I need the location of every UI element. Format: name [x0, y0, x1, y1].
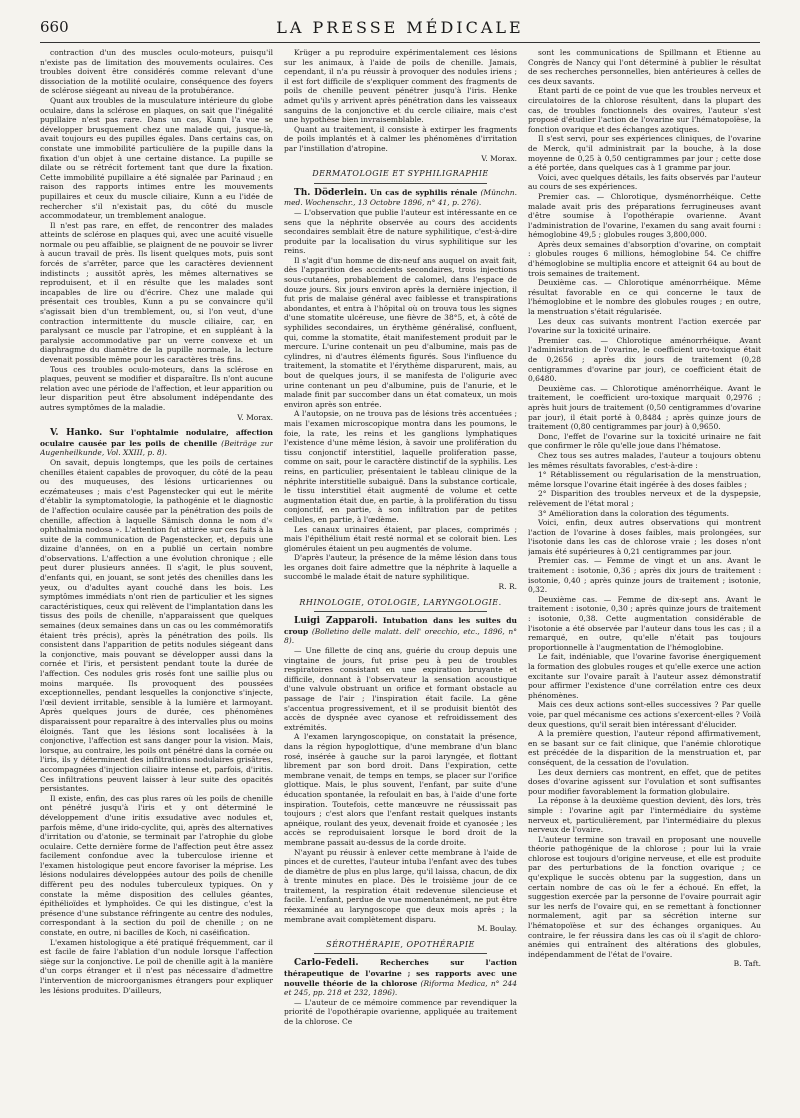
paragraph: Les deux derniers cas montrent, en effet, que de petites doses d'ovarine agissent sur l'ovulation et sont suffisantes pour modifier favorablement la formation globulaire. — [528, 767, 761, 796]
paragraph: A l'autopsie, on ne trouva pas de lésions très accentuées ; mais l'examen microscopique montra dans les poumons, le foie, la rate, les reins et les ganglions lymphatiques l'existence d'une même lésion, à savoir une prolifération du tissu conjonctif interstitiel, laquelle proliferation passe, comme on sait, pour le caractère distinctif de la syphilis. Les reins, en particulier, présentaient le tableau clinique de la néphrite interstitielle subaiguë. Dans la substance corticale, le tissu interstitiel était augmenté de volume et cette augmentation était due, en partie, à la prolifération du tissu conjonctif, en partie, à son infiltration par de petites cellules, en partie, à l'œdème. — [284, 409, 517, 524]
article-title: Intubation dans les suites du croup — [284, 616, 517, 636]
article-author: V. Hanko. — [50, 428, 103, 439]
paragraph: Donc, l'effet de l'ovarine sur la toxicité urinaire ne fait que confirmer le rôle qu'elle joue dans l'hématose. — [528, 431, 761, 451]
paragraph: Premier cas. — Chlorotique, dysménorrhéique. Cette malade avait pris des préparations ferrugineuses avant d'être soumise à l'opothérapie ovarienne. Avant l'administration de l'ovarine, l'examen du sang avait fourni : hémoglobine 49,5 ; globules rouges 3,800,000. — [528, 191, 761, 240]
paragraph: Mais ces deux actions sont-elles successives ? Par quelle voie, par quel mécanisme ces actions s'exercent-elles ? Voilà deux questions, qu'il serait bien intéressant d'élucider. — [528, 700, 761, 729]
article-title: Un cas de syphilis rénale — [370, 187, 478, 197]
article-heading — [284, 188, 517, 208]
paragraph: Chez tous ses autres malades, l'auteur a toujours obtenu les mêmes résultats favorables, c'est-à-dire : — [528, 450, 761, 470]
paragraph: L'examen histologique a été pratiqué fréquemment, car il est facile de faire l'ablation d'un nodule lorsque l'affection siège sur la conjonctive. Le poil de chenille agit à la manière d'un corps étranger et il n'est pas nécessaire d'admettre l'intervention de microorganismes étrangers pour expliquer les lésions produites. D'ailleurs, — [40, 937, 273, 995]
paragraph: Le fait, indéniable, que l'ovarine favorise énergiquement la formation des globules rouges et qu'elle exerce une action excitante sur l'ovaire paraît à l'auteur assez démonstratif pour affirmer l'existence d'une corrélation entre ces deux phénomènes. — [528, 652, 761, 700]
article-author: Carlo-Fedeli. — [294, 958, 359, 969]
page-number: 660 — [40, 18, 69, 36]
paragraph: A la première question, l'auteur répond affirmativement, en se basant sur ce fait clinique, que l'anémie chlorotique est précédée de la disparition de la menstruation et, par conséquent, de la cessation de l'ovulation. — [528, 729, 761, 767]
article-reference: (Münchn. med. Wochenschr., 13 Octobre 1896, n° 41, p. 276). — [284, 187, 517, 208]
paragraph: Il s'est servi, pour ses expériences cliniques, de l'ovarine de Merck, qu'il administrait par la bouche, à la dose moyenne de 0,25 à 0,50 centigrammes par jour ; cette dose a été portée, dans quelques cas à 1 gramme par jour. — [528, 134, 761, 173]
paragraph: Deuxième cas. — Chlorotique aménorrhéique. Même résultat favorable en ce qui concerne le taux de l'hémoglobine et le nombre des globules rouges ; en outre, la menstruation s'était régularisée. — [528, 278, 761, 317]
article-heading — [40, 428, 273, 458]
divider — [314, 611, 487, 612]
page-header — [40, 16, 760, 43]
article-title: Sur l'ophtalmie nodulaire, affection oculaire causée par les poils de chenille — [40, 428, 273, 448]
paragraph: N'ayant pu réussir à enlever cette membrane à l'aide de pinces et de curettes, l'auteur intuba l'enfant avec des tubes de diamètre de plus en plus large, qu'il laissa, chacun, de dix à trente minutes en place. Dès le troisième jour de ce traitement, la respiration était redevenue silencieuse et facile. L'enfant, perdue de vue momentanément, ne put être réexaminée au laryngoscope que deux mois après ; la membrane avait complètement disparu. — [284, 847, 517, 924]
paragraph: Les deux cas suivants montrent l'action exercée par l'ovarine sur la toxicité urinaire. — [528, 316, 761, 336]
section-heading: DERMATOLOGIE ET SYPHILIGRAPHIE — [312, 169, 489, 179]
column-1 — [40, 48, 273, 1112]
paragraph: A l'examen laryngoscopique, on constatait la présence, dans la région hypoglottique, d'une membrane d'un blanc rosé, insérée à gauche sur la paroi laryngée, et flottant librement par son bord droit. Dans l'expiration, cette membrane venait, de temps en temps, se placer sur l'orifice glottique. Mais, le plus souvent, l'enfant, par suite d'une éducation spontanée, la refoulait en bas, à l'aide d'une forte inspiration. Toutefois, cette manœuvre ne réussissait pas toujours ; c'est alors que l'enfant restait quelques instants apnéique, roulant des yeux, devenait froide et cyanosée ; les accès se reproduisaient lorsque le bord droit de la membrane passait au-dessus de la corde droite. — [284, 732, 517, 847]
article-reference: (Beiträge zur Augenheilkunde, Vol. XXIII, p. 8). — [40, 438, 273, 458]
column-2 — [284, 48, 517, 1112]
article-heading — [284, 958, 517, 997]
article-reference: (Riforma Medica, n° 244 et 245, pp. 218 et 232, 1896). — [284, 978, 517, 998]
paragraph: 1° Rétablissement ou régularisation de la menstruation, même lorsque l'ovarine était ingérée à des doses faibles ; — [528, 470, 761, 489]
paragraph: L'auteur termine son travail en proposant une nouvelle théorie pathogénique de la chlorose ; pour lui la vraie chlorose est toujours d'origine nerveuse, et elle est produite par des perturbations de la fonction ovarique ; ce qu'explique le succès obtenu par la suggestion, dans un certain nombre de cas où le fer a échoué. En effet, la suggestion exercée par la personne de l'ovaire pourrait agir sur les nerfs de l'ovaire qui, en se remettant à fonctionner normalement, agit par sa sécrétion interne sur l'hématopoïèse et sur des échanges organiques. Au contraire, le fer réussira dans les cas où il s'agit de chloro-anémies qui entraînent des altérations des globules, indépendamment de l'état de l'ovaire. — [528, 834, 761, 959]
paragraph: Il n'est pas rare, en effet, de rencontrer des malades atteints de sclérose en plaques qui, avec une acuité visuelle normale ou peu affaiblie, se plaignent de ne pouvoir se livrer à aucun travail de près. Ils lisent quelques mots, puis sont forcés de s'arrêter, parce que les caractères deviennent indistincts ; aussitôt après, les mêmes alternatives se reproduisent, et il en résulte que les malades sont incapables de lire ou d'écrire. Chez une malade qui présentait ces troubles, Kunn a pu se convaincre qu'il s'agissait bien d'un tremblement, ou, si l'on veut, d'une contraction intermittente du muscle ciliaire, car, en paralysant ce muscle par l'atropine, et en suppléant à la paralysie accommodative par un verre convexe et un diaphragme du diamètre de la pupille normale, la lecture devenait possible même pour les caractères très fins. — [40, 220, 273, 364]
paragraph: Il s'agit d'un homme de dix-neuf ans auquel on avait fait, dès l'apparition des accidents secondaires, trois injections sous-cutanées, probablement de calomel, dans l'espace de douze jours. Six jours environ après la dernière injection, il fut pris de malaise général avec faiblesse et transpirations abondantes, et entra à l'hôpital où on trouva tous les signes d'une stomatite ulcéreuse, une fièvre de 38°5, et, à côté de syphilides secondaires, un érythème généralisé, confluent, qui, comme la stomatite, était manifestement produit par le mercure. L'urine contenait un peu d'albumine, mais pas de cylindres, ni d'autres éléments figurés. Sous l'influence du traitement, la stomatite et l'érythème disparurent, mais, au bout de quelques jours, il se manifesta de l'oligurie avec urine contenant un peu d'albumine, puis de l'anurie, et le malade finit par succomber dans un état comateux, un mois environ après son entrée. — [284, 255, 517, 409]
paragraph: Premier cas. — Chlorotique aménorrhéique. Avant l'administration de l'ovarine, le coefficient uro-toxique était de 0,2656 ; après dix jours de traitement (0,28 centigrammes d'ovarine par jour), ce coefficient était de 0,6480. — [528, 335, 761, 384]
signature: V. Morax. — [237, 412, 273, 422]
column-3 — [528, 48, 761, 1112]
paragraph: contraction d'un des muscles oculo-moteurs, puisqu'il n'existe pas de limitation des mouvements oculaires. Ces troubles doivent être considérés comme relevant d'une dissociation de la motilité oculaire, conséquence des foyers de sclérose siégeant au niveau de la protubérance. — [40, 48, 273, 96]
paragraph: — L'observation que publie l'auteur est intéressante en ce sens que la néphrite observée au cours des accidents secondaires semblait être de nature syphilitique, c'est-à-dire produite par la localisation du virus syphilitique sur les reins. — [284, 207, 517, 256]
paragraph: La réponse à la deuxième question devient, dès lors, très simple : l'ovarine agit par l'intermédiaire du système nerveux et, particulièrement, par l'intermédiaire du plexus nerveux de l'ovaire. — [528, 796, 761, 835]
paragraph: Les canaux urinaires étaient, par places, comprimés ; mais l'épithélium était resté normal et se colorait bien. Les glomérules étaient un peu augmentés de volume. — [284, 524, 517, 553]
paragraph: D'après l'auteur, la présence de la même lésion dans tous les organes doit faire admettre que la néphrite à laquelle a succombé le malade était de nature syphilitique. — [284, 553, 517, 582]
paragraph: 2° Disparition des troubles nerveux et de la dyspepsie, relèvement de l'état moral ; — [528, 489, 761, 508]
article-title: Recherches sur l'action thérapeutique de l'ovarine ; ses rapports avec une nouvelle théorie de la chlorose — [284, 958, 517, 988]
article-author: Luigi Zapparoli. — [294, 616, 378, 627]
paragraph: Krüger a pu reproduire expérimentalement ces lésions sur les animaux, à l'aide de poils de chenille. Jamais, cependant, il n'a pu réussir à provoquer des nodules iriens ; il est fort difficile de s'expliquer comment des fragments de poils de chenille peuvent pénétrer jusqu'à l'iris. Henke admet qu'ils y arrivent après pénétration dans les vaisseaux sanguins de la conjonctive et du cercle ciliaire, mais c'est une hypothèse bien invraisemblable. — [284, 48, 517, 125]
paragraph: Deuxième cas. — Chlorotique aménorrhéique. Avant le traitement, le coefficient uro-toxique marquait 0,2976 ; après huit jours de traitement (0,50 centigrammes d'ovarine par jour), il était porté à 0,8484 ; après quinze jours de traitement (0,80 centigrammes par jour) à 0,9650. — [528, 383, 761, 432]
paragraph: sont les communications de Spillmann et Etienne au Congrès de Nancy qui l'ont déterminé à publier le résultat de ses recherches personnelles, bien antérieures à celles de ces deux savants. — [528, 48, 761, 86]
article-heading — [284, 616, 517, 646]
paragraph: Voici, enfin, deux autres observations qui montrent l'action de l'ovarine à doses faibles, mais prolongées, sur l'isotonie dans les cas de chlorose vraie ; les doses n'ont jamais été supérieures à 0,21 centigrammes par jour. — [528, 518, 761, 556]
divider — [314, 183, 487, 184]
paragraph: — L'auteur de ce mémoire commence par revendiquer la priorité de l'opothérapie ovarienne, appliquée au traitement de la chlorose. Ce — [284, 997, 517, 1026]
article-author: Th. Döderlein. — [294, 187, 367, 198]
section-heading: SÉROTHÉRAPIE, OPOTHÉRAPIE — [326, 939, 475, 949]
paragraph: Quant aux troubles de la musculature intérieure du globe oculaire, dans la sclérose en plaques, on sait que l'inégalité pupillaire n'est pas rare. Dans un cas, Kunn l'a vue se développer brusquement chez une malade qui, jusque-là, avait toujours eu des pupilles égales. Dans certains cas, on constate une immobilité particulière de la pupille dans la fixation d'un objet à une certaine distance. La pupille se dilate ou se rétrécit fortement tant que dure la fixation. Cette immobilité pupillaire a été signalée par Parinaud ; en raison des rapports intimes entre les mouvements pupillaires et ceux du muscle ciliaire, Kunn a eu l'idée de rechercher s'il n'existait pas, du côté du muscle accommodateur, un tremblement analogue. — [40, 95, 273, 221]
paragraph: Premier cas. — Femme de vingt et un ans. Avant le traitement : isotonie, 0,36 ; après dix jours de traitement : isotonie, 0,40 ; après quinze jours de traitement ; isotonie, 0,32. — [528, 556, 761, 595]
section-heading: RHINOLOGIE, OTOLOGIE, LARYNGOLOGIE. — [299, 597, 502, 607]
paragraph: Etant parti de ce point de vue que les troubles nerveux et circulatoires de la chlorose résultent, dans la plupart des cas, de troubles fonctionnels des ovaires, l'auteur s'est proposé d'étudier l'action de l'ovarine sur l'hématopoïèse, la fonction ovarique et des échanges azotiques. — [528, 86, 761, 134]
signature: V. Morax. — [481, 153, 517, 163]
paragraph: On savait, depuis longtemps, que les poils de certaines chenilles étaient capables de provoquer, du côté de la peau ou des muqueuses, des lésions urticariennes ou eczémateuses ; mais c'est Pagenstecker qui eut le mérite d'établir la symptomatologie, la pathogénie et le diagnostic de l'affection oculaire causée par la pénétration des poils de chenille, affection à laquelle Sämisch donna le nom d'« ophthalmia nodosa ». L'attention fut attirée sur ces faits à la suite de la communication de Pagenstecker, et, depuis une dizaine d'années, on en a publié un certain nombre d'observations. L'affection a une évolution chronique ; elle peut durer plusieurs années. Il s'agit, le plus souvent, d'enfants qui, en jouant, se sont jetés des chenilles dans les yeux, ou d'adultes ayant couché dans les bois. Les symptômes immédiats n'ont rien de particulier et les signes caractéristiques, ceux qui relèvent de l'implantation dans les tissus des poils de chenille, n'apparaissent que quelques semaines (deux semaines dans un cas ou les commémoratifs étaient très précis), après la pénétration des poils. Ils consistent dans l'apparition de petits nodules siégeant dans la conjonctive, mais pouvant se développer aussi dans la cornée et l'iris, et persistent pendant toute la durée de l'affection. Ces nodules gris rosés font une saillie plus ou moins marquée. Ils provoquent des poussées exceptionnelles, pendant lesquelles la conjonctive s'injecte, l'œil devient irritable, sensible à la lumière et larmoyant. Après quelques jours de durée, ces phénomènes disparaissent pour reparaître à des intervalles plus ou moins éloignés. Tant que les lésions sont localisées à la conjonctive, l'affection est sans danger pour la vision. Mais, lorsque, au contraire, les poils ont pénétré dans la cornée ou l'iris, ils y déterminent des infiltrations nodulaires grisâtres, accompagnées d'injection ciliaire intense et, parfois, d'iritis. Ces infiltrations peuvent laisser à leur suite des opacités persistantes. — [40, 457, 273, 794]
paragraph: — Une fillette de cinq ans, guérie du croup depuis une vingtaine de jours, fut prise peu à peu de troubles respiratoires consistant en une expiration bruyante et difficile, donnant à l'observateur la sensation acoustique d'une valvule obstruant un orifice et formant obstacle au passage de l'air ; l'inspiration était facile. La gêne s'accentua progressivement, et il se produisit bientôt des accès de dyspnée avec cyanose et refroidissement des extrémités. — [284, 646, 517, 732]
signature: B. Taft. — [733, 959, 761, 969]
paragraph: 3° Amélioration dans la coloration des téguments. — [538, 508, 729, 518]
paragraph: Tous ces troubles oculo-moteurs, dans la sclérose en plaques, peuvent se modifier et disparaître. Ils n'ont aucune relation avec une période de l'affection, et leur apparition ou leur disparition peut être absolument indépendante des autres symptômes de la maladie. — [40, 364, 273, 412]
paragraph: Voici, avec quelques détails, les faits observés par l'auteur au cours de ses expériences. — [528, 172, 761, 192]
article-reference: (Bolletino delle malatt. dell' orecchio, etc., 1896, n° 8). — [284, 626, 517, 646]
paragraph: Deuxième cas. — Femme de dix-sept ans. Avant le traitement : isotonie, 0,30 ; après quinze jours de traitement : isotonie, 0,38. Cette augmentation considérable de l'isotonie a été observée par l'auteur dans tous les cas ; il a remarqué, en outre, qu'elle n'était pas toujours proportionnelle à l'augmentation de l'hémoglobine. — [528, 594, 761, 652]
signature: R. R. — [498, 582, 517, 592]
divider — [314, 953, 487, 954]
signature: M. Boulay. — [477, 924, 517, 934]
journal-title: LA PRESSE MÉDICALE — [276, 18, 524, 37]
paragraph: Après deux semaines d'absorption d'ovarine, on comptait : globules rouges 6 millions, hémoglobine 54. Ce chiffre d'hémoglobine se multiplia encore et atteignit 64 au bout de trois semaines de traitement. — [528, 239, 761, 278]
paragraph: Il existe, enfin, des cas plus rares où les poils de chenille ont pénétré jusqu'à l'iris et y ont déterminé le développement d'une iritis exsudative avec nodules et, parfois même, d'une irido-cyclite, qui, après des alternatives d'irritation ou d'atonie, se terminait par l'atrophie du globe oculaire. Cette dernière forme de l'affection peut être assez facilement confondue avec la tuberculose irienne et l'examen histologique peut encore favoriser la méprise. Les lésions nodulaires développées autour des poils de chenille diffèrent peu des nodules tuberculeux typiques. On y constate la même disposition des cellules géantes, épithélioïdes et lymphoïdes. Ce qui les distingue, c'est la présence d'une substance réfringente au centre des nodules, correspondant à la section du poil de chenille ; on ne constate, en outre, ni bacilles de Koch, ni caséification. — [40, 793, 273, 938]
paragraph: Quant au traitement, il consiste à extirper les fragments de poils implantés et à calmer les phénomènes d'irritation par l'instillation d'atropine. — [284, 124, 517, 153]
